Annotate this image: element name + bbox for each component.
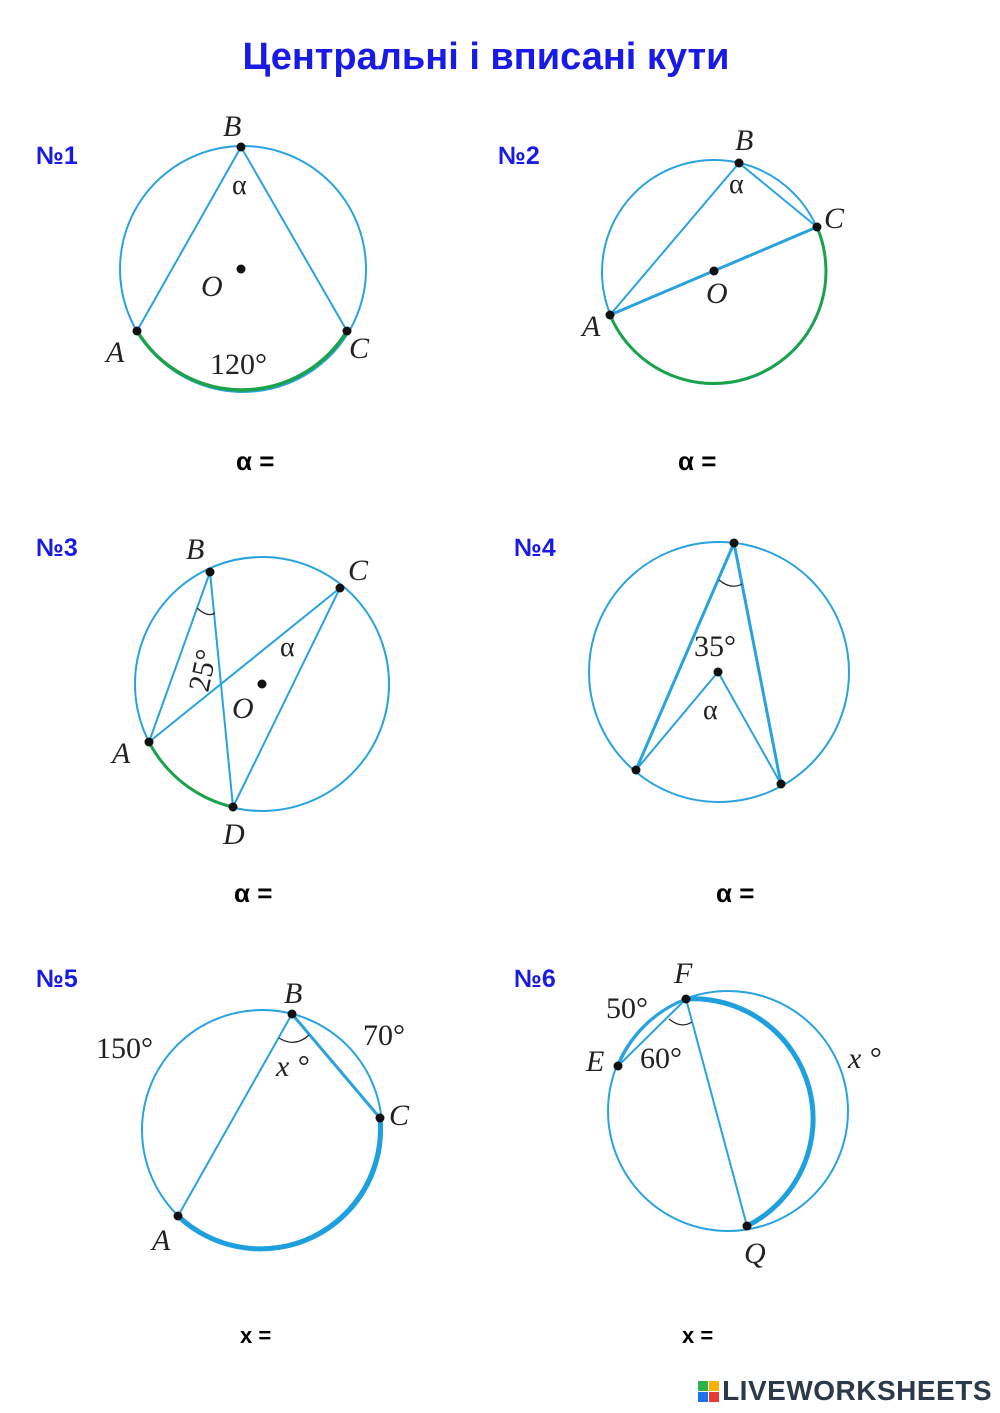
point-top-4 [730, 539, 739, 548]
label-a-5: A [152, 1224, 171, 1257]
point-b-3 [206, 568, 215, 577]
angle-mark-6 [669, 1019, 692, 1025]
arc-ad-3 [149, 742, 233, 807]
point-o-2 [710, 267, 719, 276]
angle-value-6: 60° [640, 1042, 682, 1075]
label-q-6: Q [744, 1237, 766, 1270]
page-title: Центральні і вписані кути [242, 36, 730, 78]
figure-2 [580, 124, 845, 384]
point-b-2 [735, 159, 744, 168]
figure-6 [585, 957, 881, 1270]
answer-6[interactable]: x = [682, 1323, 714, 1348]
chord-ba-1 [137, 147, 241, 331]
point-a-2 [606, 311, 615, 320]
label-a-1: A [106, 336, 125, 369]
point-a-1 [133, 327, 142, 336]
label-o-1: O [201, 270, 223, 303]
footer-text: LIVEWORKSHEETS [722, 1375, 992, 1406]
angle-mark-3 [197, 608, 215, 615]
angle-mark-4 [719, 580, 742, 586]
alpha-1: α [232, 170, 247, 201]
label-o-2: O [706, 277, 728, 310]
arc-value-1: 120° [210, 348, 267, 381]
point-c-5 [376, 1114, 385, 1123]
point-center-4 [714, 668, 723, 677]
x-label-6: x ° [848, 1042, 881, 1075]
point-f-6 [682, 995, 691, 1004]
liveworksheets-logo-icon [698, 1381, 719, 1402]
point-o-3 [258, 680, 267, 689]
figure-1 [104, 110, 370, 392]
footer-brand[interactable] [698, 1375, 992, 1407]
point-q-6 [743, 1222, 752, 1231]
problem-number-1: №1 [36, 142, 78, 170]
arc-fq-6 [686, 999, 813, 1226]
label-a-2: A [582, 310, 601, 343]
point-c-3 [336, 584, 345, 593]
label-c-5: C [389, 1099, 410, 1132]
answer-3[interactable]: α = [234, 878, 273, 908]
label-o-3: O [232, 692, 254, 725]
figure-3 [110, 533, 389, 851]
label-c-2: C [824, 202, 845, 235]
arc-value-5a: 150° [96, 1032, 153, 1065]
chord-right-4 [734, 543, 781, 784]
angle-value-3: 25° [182, 646, 224, 695]
chord-ba-5 [178, 1014, 292, 1216]
answer-1[interactable]: α = [236, 446, 275, 476]
point-b-5 [288, 1010, 297, 1019]
label-b-3: B [186, 533, 205, 566]
figure-5 [96, 977, 410, 1257]
label-c-1: C [349, 332, 370, 365]
answer-5[interactable]: x = [240, 1323, 272, 1348]
label-c-3: C [348, 554, 369, 587]
chord-bc-1 [241, 147, 347, 331]
problem-number-3: №3 [36, 534, 78, 562]
label-f-6: F [674, 957, 693, 990]
label-a-3: A [112, 737, 131, 770]
problem-number-2: №2 [498, 142, 540, 170]
problem-number-4: №4 [514, 534, 556, 562]
point-a-5 [174, 1212, 183, 1221]
arc-value-6: 50° [606, 992, 648, 1025]
point-c-2 [813, 223, 822, 232]
point-a-3 [145, 738, 154, 747]
label-e-6: E [586, 1045, 605, 1078]
x-label-5: x ° [276, 1050, 309, 1083]
label-b-1: B [223, 110, 242, 143]
point-o-1 [237, 265, 246, 274]
alpha-4: α [703, 695, 718, 726]
answer-2[interactable]: α = [678, 446, 717, 476]
alpha-3: α [280, 632, 295, 663]
arc-value-5b: 70° [363, 1019, 405, 1052]
label-b-5: B [284, 977, 303, 1010]
point-b-1 [237, 143, 246, 152]
arc-ac-5 [178, 1118, 380, 1249]
alpha-2: α [729, 169, 744, 200]
chord-fq-6 [686, 999, 747, 1226]
angle-value-4: 35° [694, 630, 736, 663]
figure-4 [589, 539, 849, 803]
label-b-2: B [735, 124, 754, 157]
point-d-3 [229, 803, 238, 812]
problem-number-5: №5 [36, 965, 78, 993]
point-left-4 [632, 766, 641, 775]
problem-number-6: №6 [514, 965, 556, 993]
answer-4[interactable]: α = [716, 878, 755, 908]
label-d-3: D [223, 818, 245, 851]
point-right-4 [777, 780, 786, 789]
angle-mark-5 [279, 1035, 309, 1042]
chord-bc-2 [739, 163, 817, 227]
point-e-6 [614, 1062, 623, 1071]
